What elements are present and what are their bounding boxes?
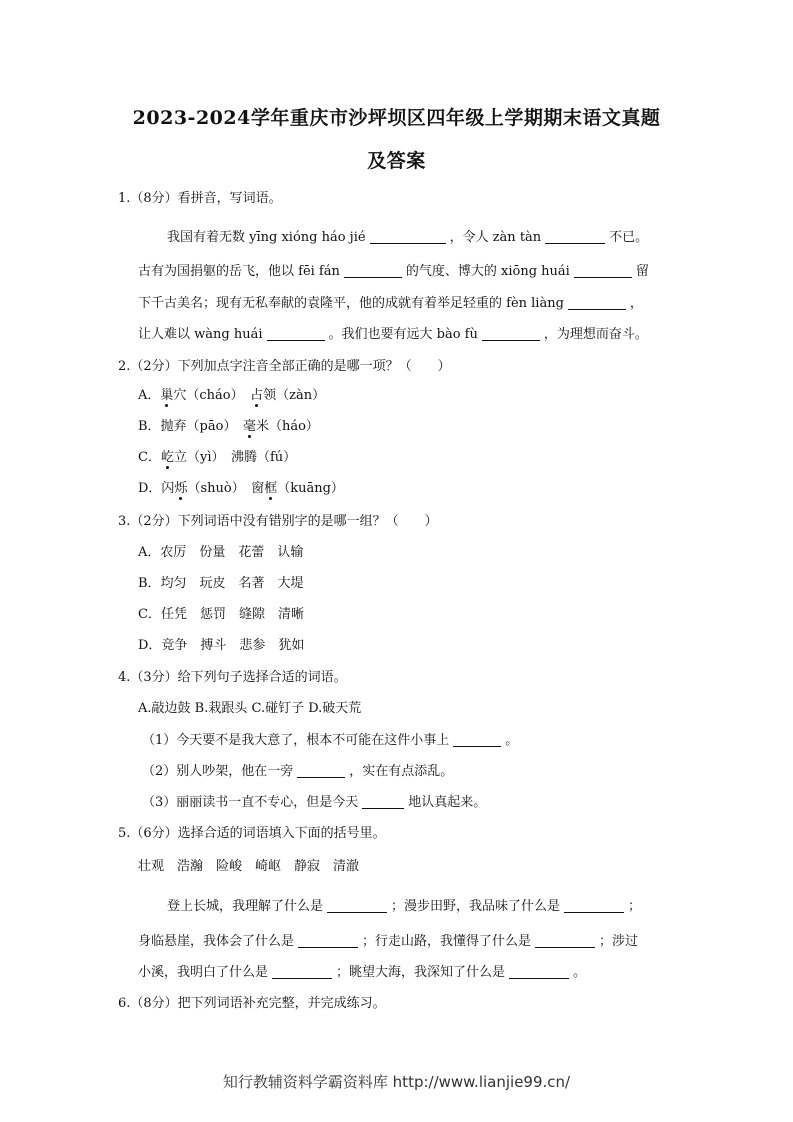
q1-line1-text-b: ，令人 zàn tàn xyxy=(449,230,542,245)
q2-option-a xyxy=(138,384,325,403)
q2-c-text: 沸腾（fú） xyxy=(230,450,297,465)
q3-option-b: B．均匀 玩皮 名著 大堤 xyxy=(138,576,304,591)
q5-p2-end: ；涉过 xyxy=(599,934,639,949)
q3-stem: 3.（2分）下列词语中没有错别字的是哪一组？（ ） xyxy=(118,514,438,529)
q1-line3-text-b: ， xyxy=(629,296,643,311)
document-title-line1: 2023-2024学年重庆市沙坪坝区四年级上学期期末语文真题 xyxy=(132,107,661,129)
q1-line4 xyxy=(138,323,648,342)
q1-line4-text-c: ，为理想而奋斗。 xyxy=(543,327,648,342)
q5-p3-end: 。 xyxy=(573,965,587,980)
q2-d-text: （kuāng） xyxy=(277,481,344,496)
q2-a-text: 穴（cháo） xyxy=(173,388,251,403)
answer-blank[interactable] xyxy=(574,263,632,278)
q2-d-text: （shuò） 窗 xyxy=(187,481,265,496)
q5-p2-text: 身临悬崖，我体会了什么是 xyxy=(138,934,295,949)
q4-sentence-1 xyxy=(142,729,518,748)
q2-b-text: 米（háo） xyxy=(255,419,319,434)
answer-blank[interactable] xyxy=(267,326,325,341)
q1-line2-text-a: 古有为国捐躯的岳飞，他以 fēi fán xyxy=(138,264,340,279)
answer-blank[interactable] xyxy=(564,898,624,913)
answer-blank[interactable] xyxy=(482,326,540,341)
q5-para-line1 xyxy=(167,895,641,914)
q5-p3-text: 小溪，我明白了什么是 xyxy=(138,965,269,980)
q1-stem: 1.（8分）看拼音，写词语。 xyxy=(118,191,282,206)
q4-s3-end: 地认真起来。 xyxy=(408,795,487,810)
q2-a-dotted-char: 巢 xyxy=(160,384,173,403)
q4-stem: 4.（3分）给下列句子选择合适的词语。 xyxy=(118,670,347,685)
answer-blank[interactable] xyxy=(535,933,595,948)
q2-d-prefix: D．闪 xyxy=(138,481,175,496)
q2-b-text: B．抛弃（pāo） xyxy=(138,419,243,434)
q2-option-c xyxy=(138,446,296,465)
q5-p3-text: ；眺望大海，我深知了什么是 xyxy=(336,965,506,980)
answer-blank[interactable] xyxy=(545,229,605,244)
answer-blank[interactable] xyxy=(453,732,501,747)
q2-b-dotted-char: 毫 xyxy=(243,415,256,434)
q5-para-line3 xyxy=(138,961,586,980)
answer-blank[interactable] xyxy=(344,263,402,278)
answer-blank[interactable] xyxy=(568,295,626,310)
q2-option-d xyxy=(138,477,344,496)
q5-p1-text: ；漫步田野，我品味了什么是 xyxy=(391,899,561,914)
q5-p1-end: ； xyxy=(628,899,642,914)
document-title-line2: 及答案 xyxy=(367,150,426,172)
q4-sentence-2 xyxy=(142,760,453,779)
answer-blank[interactable] xyxy=(370,229,446,244)
q6-stem: 6.（8分）把下列词语补充完整，并完成练习。 xyxy=(118,996,386,1011)
q4-options: A.敲边鼓 B.栽跟头 C.碰钉子 D.破天荒 xyxy=(138,701,362,716)
q4-s1-text: （1）今天要不是我大意了，根本不可能在这件小事上 xyxy=(142,733,450,748)
q3-option-a: A．农厉 份量 花蕾 认输 xyxy=(138,545,304,560)
q4-s2-end: ，实在有点添乱。 xyxy=(349,764,454,779)
q2-d-dotted-char: 烁 xyxy=(174,477,187,496)
q2-c-prefix: C． xyxy=(138,450,161,465)
q5-word-bank: 壮观 浩瀚 险峻 崎岖 静寂 清澈 xyxy=(138,859,360,874)
answer-blank[interactable] xyxy=(272,964,332,979)
q5-p2-text: ；行走山路，我懂得了什么是 xyxy=(362,934,532,949)
q1-line1-text-c: 不已。 xyxy=(609,230,649,245)
answer-blank[interactable] xyxy=(297,763,345,778)
q2-stem: 2.（2分）下列加点字注音全部正确的是哪一项？（ ） xyxy=(118,359,451,374)
q2-a-text: 领（zàn） xyxy=(263,388,326,403)
q1-line4-text-b: 。我们也要有远大 bào fù xyxy=(328,327,478,342)
q3-option-d: D．竞争 搏斗 悲参 犹如 xyxy=(138,638,305,653)
answer-blank[interactable] xyxy=(509,964,569,979)
q2-a-dotted-char: 占 xyxy=(250,384,263,403)
q1-line1-text-a: 我国有着无数 yīng xióng háo jié xyxy=(167,230,366,245)
q5-stem: 5.（6分）选择合适的词语填入下面的括号里。 xyxy=(118,826,386,841)
q2-d-dotted-char: 框 xyxy=(264,477,277,496)
q1-line3-text-a: 下千古美名；现有无私奉献的袁隆平，他的成就有着举足轻重的 fèn liàng xyxy=(138,296,564,311)
footer-watermark: 知行教辅资料学霸资料库 http://www.lianjie99.cn/ xyxy=(222,1073,571,1091)
q5-para-line2 xyxy=(138,930,638,949)
q1-line1 xyxy=(167,226,648,245)
q4-s3-text: （3）丽丽读书一直不专心，但是今天 xyxy=(142,795,359,810)
q3-option-c: C．任凭 惩罚 缝隙 清晰 xyxy=(138,607,304,622)
q1-line2-text-c: 留 xyxy=(635,264,649,279)
q2-a-prefix: A． xyxy=(138,388,161,403)
q1-line2-text-b: 的气度、博大的 xiōng huái xyxy=(405,264,570,279)
q1-line3 xyxy=(138,292,643,311)
q4-s1-end: 。 xyxy=(505,733,519,748)
answer-blank[interactable] xyxy=(327,898,387,913)
q1-line4-text-a: 让人难以 wàng huái xyxy=(138,327,263,342)
q2-option-b xyxy=(138,415,319,434)
q2-c-dotted-char: 屹 xyxy=(161,446,174,465)
answer-blank[interactable] xyxy=(298,933,358,948)
q1-line2 xyxy=(138,260,649,279)
answer-blank[interactable] xyxy=(362,794,404,809)
q2-c-text: 立（yì） xyxy=(173,450,231,465)
q5-p1-text: 登上长城，我理解了什么是 xyxy=(167,899,324,914)
q4-s2-text: （2）别人吵架，他在一旁 xyxy=(142,764,294,779)
q4-sentence-3 xyxy=(142,791,486,810)
